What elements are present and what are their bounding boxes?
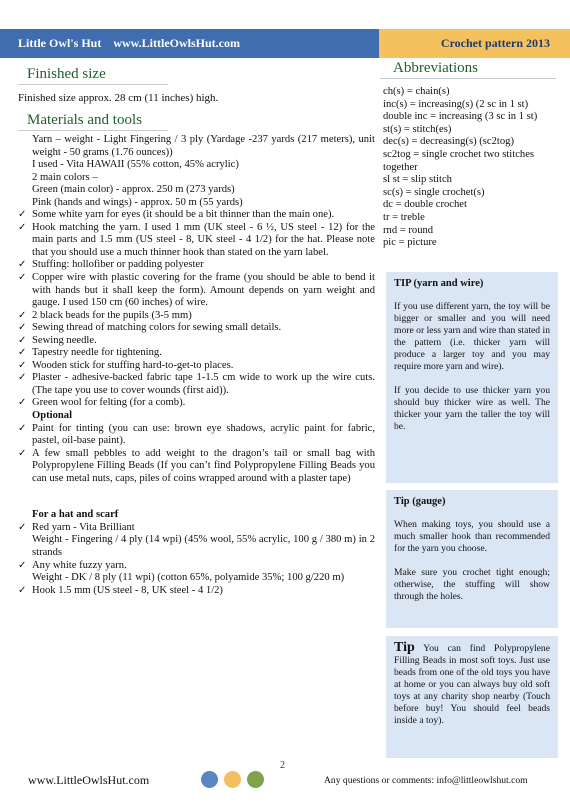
abbreviation-item: dc = double crochet — [383, 199, 467, 211]
tip-beads-title: Tip — [394, 640, 415, 655]
abbreviation-item: inc(s) = increasing(s) (2 sc in 1 st) — [383, 98, 529, 110]
list-item-text: Hook 1.5 mm (US steel - 8, UK steel - 4 1/2) — [32, 584, 223, 596]
checkmark-icon: ✓ — [18, 221, 27, 233]
list-item-text: Yarn – weight - Light Fingering / 3 ply (Yardage -237 yards (217 meters), unit weight - 50 grams (1.76 ounces)) — [32, 134, 375, 158]
list-item-text: Red yarn - Vita Brilliant — [32, 521, 135, 533]
list-item-text: 2 black beads for the pupils (3-5 mm) — [32, 309, 192, 321]
footer-dot-blue — [201, 771, 218, 788]
abbreviations-heading: Abbreviations — [393, 60, 478, 76]
abbreviation-item: sl st = slip stitch — [383, 174, 452, 186]
checkmark-icon: ✓ — [18, 309, 27, 321]
header-site-bar — [0, 29, 379, 58]
abbreviation-item: dec(s) = decreasing(s) (sc2tog) — [383, 136, 514, 148]
materials-heading: Materials and tools — [27, 112, 142, 128]
list-item — [18, 572, 375, 585]
list-item — [18, 197, 375, 210]
list-item — [18, 222, 375, 260]
header-site-name: Little Owl's Hut — [18, 36, 102, 50]
footer-dot-green — [247, 771, 264, 788]
list-item — [18, 397, 375, 410]
materials-items — [18, 134, 375, 410]
list-item — [18, 534, 375, 559]
list-item — [18, 272, 375, 310]
tip-yarn-wire-title: TIP (yarn and wire) — [394, 278, 484, 289]
checkmark-icon: ✓ — [18, 397, 27, 409]
page-number: 2 — [280, 760, 285, 771]
optional-label: Optional — [32, 410, 73, 422]
list-item-text: Wooden stick for stuffing hard-to-get-to places. — [32, 359, 234, 371]
list-item-text: Green (main color) - approx. 250 m (273 yards) — [32, 184, 235, 196]
tip-yarn-wire-box — [386, 272, 558, 483]
list-item-text: Copper wire with plastic covering for the frame (you should be able to bend it with hands but it shall keep the form). Amount depends on yarn weight and gauge. I used 150 cm (60 inches) of wire. — [32, 272, 375, 309]
checkmark-icon: ✓ — [18, 209, 27, 221]
checkmark-icon: ✓ — [18, 559, 27, 571]
list-item-text: Some white yarn for eyes (it should be a bit thinner than the main one). — [32, 209, 335, 221]
list-item — [18, 560, 375, 573]
list-item-text: A few small pebbles to add weight to the dragon’s tail or small bag with Polypropylene Filling Beads (If you can’t find Polypropylene Filling Beads you can use metal nuts, caps, piles of coins wrapped around with a plaster tape) — [32, 447, 375, 484]
abbreviation-item: double inc = increasing (3 sc in 1 st) — [383, 111, 538, 123]
optional-items — [18, 423, 375, 486]
abbreviation-item: tr = treble — [383, 211, 425, 223]
finished-size-text: Finished size approx. 28 cm (11 inches) high. — [18, 92, 219, 104]
list-item — [18, 448, 375, 486]
heading-divider — [18, 84, 168, 85]
list-item — [18, 335, 375, 348]
tip-gauge-p1: When making toys, you should use a much smaller hook than recommended for the yarn you choose. — [394, 519, 550, 554]
abbreviations-list — [383, 86, 563, 250]
tip-beads-box — [386, 636, 558, 758]
checkmark-icon: ✓ — [18, 584, 27, 596]
list-item — [18, 209, 375, 222]
heading-divider — [18, 130, 168, 131]
checkmark-icon: ✓ — [18, 422, 27, 434]
list-item — [18, 360, 375, 373]
checkmark-icon: ✓ — [18, 322, 27, 334]
list-item — [18, 184, 375, 197]
tip-beads-text: You can find Polypropylene Filling Beads in most soft toys. Just use beads from one of the old toys you have at home or you can always buy old soft toys at any charity shop nearby (Touch before buy! You should feel beads inside a toy). — [394, 643, 550, 726]
tip-gauge-box — [386, 490, 558, 628]
list-item — [18, 322, 375, 335]
list-item-text: Weight - DK / 8 ply (11 wpi) (cotton 65%, polyamide 35%; 100 g/220 m) — [32, 572, 345, 584]
tip-yarn-wire-p2: If you decide to use thicker yarn you should buy thicker wire as well. The thicker your yarn the taller the toy will be. — [394, 385, 550, 432]
list-item-text: Hook matching the yarn. I used 1 mm (UK steel - 6 ½, US steel - 12) for the main parts and 1.5 mm (US steel - 8, UK steel - 4 1/2) for the hat. Please note that you should use a much thinner hook than stated on the yarn label. — [32, 221, 375, 258]
list-item — [18, 423, 375, 448]
checkmark-icon: ✓ — [18, 447, 27, 459]
finished-size-heading: Finished size — [27, 66, 106, 82]
list-item-text: Sewing thread of matching colors for sewing small details. — [32, 322, 282, 334]
list-item — [18, 347, 375, 360]
abbreviation-item: rnd = round — [383, 224, 434, 236]
list-item-text: Tapestry needle for tightening. — [32, 347, 162, 359]
abbreviation-item: pic = picture — [383, 237, 437, 249]
list-item-text: Pink (hands and wings) - approx. 50 m (55 yards) — [32, 196, 243, 208]
list-item — [18, 585, 375, 598]
hat-label: For a hat and scarf — [32, 509, 119, 521]
tip-yarn-wire-p1: If you use different yarn, the toy will be bigger or smaller and you will need more or less yarn and wire than stated in the pattern (i.e. thicker yarn will produce a larger toy and you may require more yarn and wire). — [394, 301, 550, 372]
checkmark-icon: ✓ — [18, 259, 27, 271]
checkmark-icon: ✓ — [18, 272, 27, 284]
list-item — [18, 372, 375, 397]
list-item — [18, 159, 375, 172]
list-item-text: I used - Vita HAWAII (55% cotton, 45% acrylic) — [32, 159, 239, 171]
list-item-text: Paint for tinting (you can use: brown eye shadows, acrylic paint for fabric, pastel, oil-base paint). — [32, 422, 375, 447]
abbreviation-item: st(s) = stitch(es) — [383, 123, 452, 135]
list-item — [18, 310, 375, 323]
heading-divider — [380, 78, 556, 79]
list-item — [18, 172, 375, 185]
hat-items — [18, 522, 375, 597]
abbreviation-item: together — [383, 161, 418, 173]
checkmark-icon: ✓ — [18, 372, 27, 384]
list-item-text: Stuffing: hollofiber or padding polyester — [32, 259, 204, 271]
list-item — [18, 259, 375, 272]
checkmark-icon: ✓ — [18, 334, 27, 346]
checkmark-icon: ✓ — [18, 347, 27, 359]
list-item-text: Green wool for felting (for a comb). — [32, 397, 186, 409]
list-item-text: 2 main colors – — [32, 171, 98, 183]
tip-gauge-p2: Make sure you crochet tight enough; otherwise, the stuffing will show through the holes. — [394, 567, 550, 602]
list-item-text: Any white fuzzy yarn. — [32, 559, 127, 571]
list-item-text: Sewing needle. — [32, 334, 97, 346]
abbreviation-item: sc(s) = single crochet(s) — [383, 186, 485, 198]
abbreviation-item: sc2tog = single crochet two stitches — [383, 148, 535, 160]
footer-site-link[interactable]: www.LittleOwlsHut.com — [28, 773, 150, 787]
checkmark-icon: ✓ — [18, 521, 27, 533]
header-site-url[interactable]: www.LittleOwlsHut.com — [113, 36, 240, 50]
abbreviation-item: ch(s) = chain(s) — [383, 86, 450, 97]
list-item — [18, 522, 375, 535]
footer-contact: Any questions or comments: info@littleowlshut.com — [324, 775, 528, 786]
materials-list — [18, 134, 375, 597]
footer-dot-orange — [224, 771, 241, 788]
list-item-text: Weight - Fingering / 4 ply (14 wpi) (45% wool, 55% acrylic, 100 g / 380 m) in 2 strands — [32, 534, 375, 558]
page-header — [0, 29, 570, 58]
list-item-text: Plaster - adhesive-backed fabric tape 1-1.5 cm wide to work up the wire cuts. (The tape you use to cover wounds (first aid)). — [32, 372, 375, 396]
tip-gauge-title: Tip (gauge) — [394, 496, 446, 507]
list-item — [18, 134, 375, 159]
header-pattern-label: Crochet pattern 2013 — [379, 29, 570, 58]
checkmark-icon: ✓ — [18, 359, 27, 371]
